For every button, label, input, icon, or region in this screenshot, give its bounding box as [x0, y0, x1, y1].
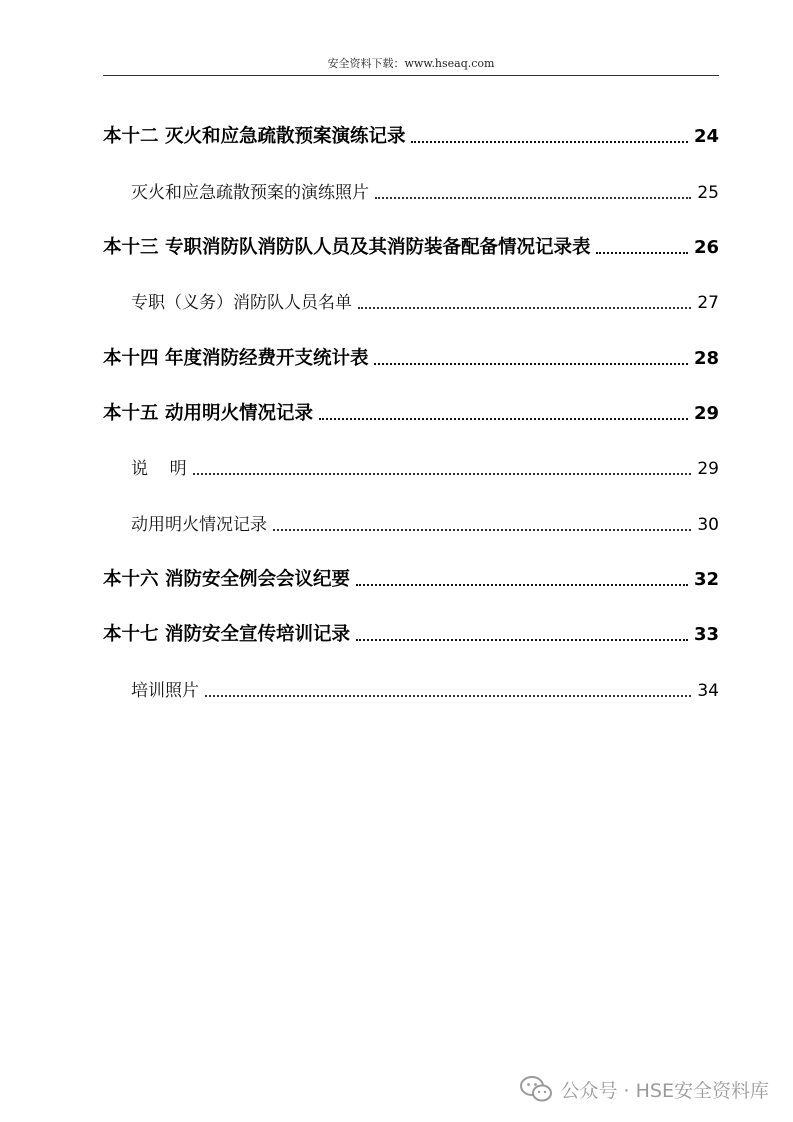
- toc-entry[interactable]: [103, 231, 719, 261]
- toc-entry-page: 33: [693, 624, 719, 645]
- watermark-text: 公众号 · HSE安全资料库: [560, 1079, 769, 1102]
- toc-entry-page: 34: [697, 681, 719, 701]
- toc-entry[interactable]: [103, 120, 719, 150]
- page-header: 安全资料下载：www.hseaq.com: [327, 57, 495, 70]
- toc-entry-title: 本十三 专职消防队消防队人员及其消防装备配备情况记录表: [103, 237, 591, 258]
- toc-entry-title: 本十四 年度消防经费开支统计表: [103, 348, 369, 369]
- toc-entry-title: 本十六 消防安全例会会议纪要: [103, 569, 350, 590]
- toc-entry[interactable]: [131, 286, 719, 316]
- toc-entry-title: 培训照片: [131, 681, 199, 701]
- watermark: [519, 1075, 769, 1103]
- toc-entry-title: 灭火和应急疏散预案的演练照片: [131, 183, 369, 203]
- toc-entry-page: 32: [693, 569, 719, 590]
- toc-entry-page: 29: [693, 403, 719, 424]
- toc-entry[interactable]: [103, 397, 719, 427]
- toc-leader-dots: [358, 307, 691, 309]
- toc-leader-dots: [205, 695, 691, 697]
- toc-entry-title: 本十七 消防安全宣传培训记录: [103, 624, 350, 645]
- toc-leader-dots: [356, 639, 688, 641]
- toc-leader-dots: [273, 529, 691, 531]
- toc-leader-dots: [356, 584, 688, 586]
- toc-entry-page: 25: [697, 183, 719, 203]
- toc-entry-page: 28: [693, 348, 719, 369]
- toc-entry[interactable]: [131, 674, 719, 704]
- toc-entry[interactable]: [131, 452, 719, 482]
- toc-entry-page: 26: [693, 237, 719, 258]
- toc-entry[interactable]: [131, 508, 719, 538]
- toc-entry-title: 动用明火情况记录: [131, 515, 267, 535]
- toc-entry-page: 30: [697, 515, 719, 535]
- toc-entry[interactable]: [103, 342, 719, 372]
- toc-entry-title: 说 明: [131, 459, 187, 479]
- wechat-icon: [519, 1075, 553, 1103]
- toc-entry-page: 24: [693, 126, 719, 147]
- toc-leader-dots: [596, 252, 687, 254]
- toc-entry[interactable]: [103, 563, 719, 593]
- toc-leader-dots: [411, 141, 687, 143]
- toc-entry-page: 27: [697, 293, 719, 313]
- toc-leader-dots: [374, 363, 687, 365]
- toc-entry-title: 本十二 灭火和应急疏散预案演练记录: [103, 126, 406, 147]
- toc-leader-dots: [319, 418, 688, 420]
- toc-entry-title: 本十五 动用明火情况记录: [103, 403, 313, 424]
- toc-entry[interactable]: [103, 618, 719, 648]
- toc-entry-page: 29: [697, 459, 719, 479]
- toc-entry-title: 专职（义务）消防队人员名单: [131, 293, 352, 313]
- toc-leader-dots: [375, 197, 691, 199]
- header-divider: [103, 75, 719, 76]
- toc-entry[interactable]: [131, 176, 719, 206]
- toc-leader-dots: [193, 473, 691, 475]
